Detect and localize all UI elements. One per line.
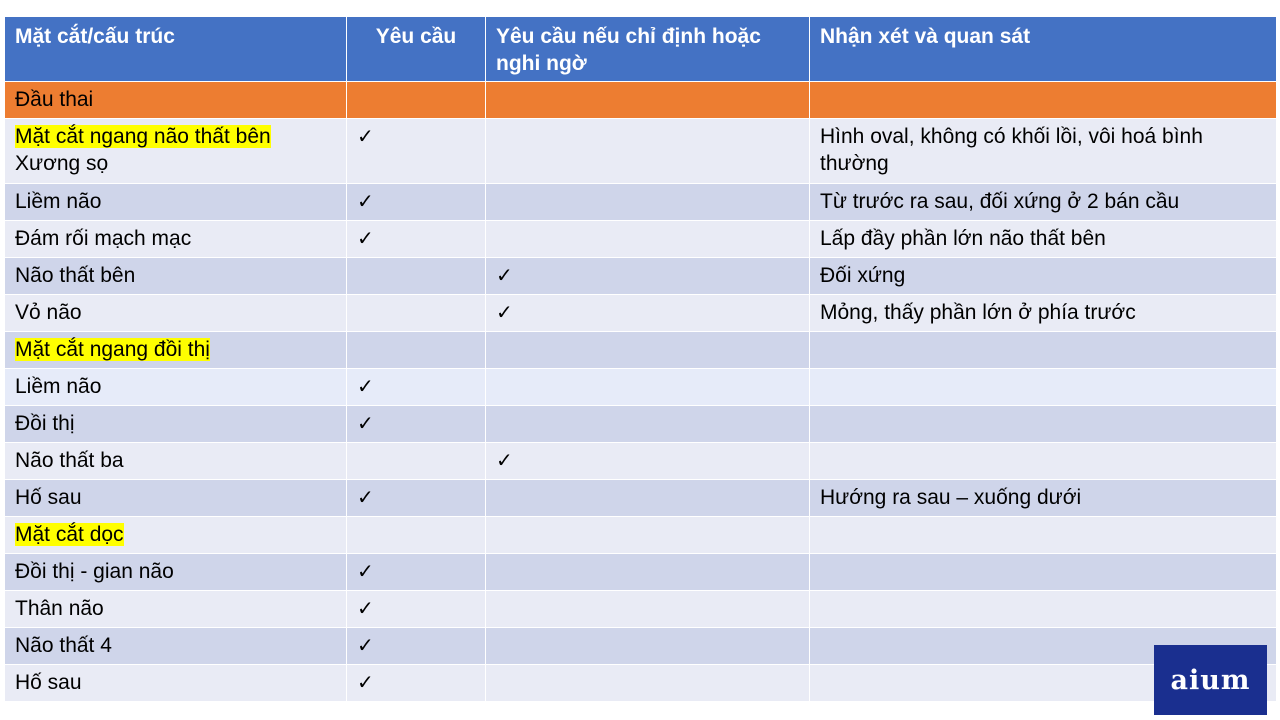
table-row bbox=[5, 221, 1277, 258]
table-header-row bbox=[5, 17, 1277, 82]
required-cell bbox=[347, 221, 486, 258]
table-row bbox=[5, 591, 1277, 628]
conditional-cell bbox=[486, 119, 810, 184]
conditional-cell bbox=[486, 221, 810, 258]
required-cell bbox=[347, 184, 486, 221]
table-row bbox=[5, 295, 1277, 332]
section-row bbox=[5, 82, 1277, 119]
check-mark: ✓ bbox=[496, 448, 513, 472]
note-cell bbox=[810, 554, 1277, 591]
conditional-cell bbox=[486, 628, 810, 665]
conditional-cell bbox=[486, 591, 810, 628]
required-cell bbox=[347, 295, 486, 332]
required-cell bbox=[347, 628, 486, 665]
conditional-cell bbox=[486, 517, 810, 554]
check-mark: ✓ bbox=[357, 596, 374, 620]
structure-cell bbox=[5, 332, 347, 369]
section-cell bbox=[486, 82, 810, 119]
structure-cell: Liềm não bbox=[5, 369, 347, 406]
note-cell: Lấp đầy phần lớn não thất bên bbox=[810, 221, 1277, 258]
table-row bbox=[5, 369, 1277, 406]
structure-cell: Liềm não bbox=[5, 184, 347, 221]
required-cell bbox=[347, 554, 486, 591]
required-cell bbox=[347, 258, 486, 295]
conditional-cell bbox=[486, 443, 810, 480]
structures-table bbox=[4, 16, 1277, 702]
note-cell: Hướng ra sau – xuống dưới bbox=[810, 480, 1277, 517]
structure-cell bbox=[5, 119, 347, 184]
required-cell bbox=[347, 443, 486, 480]
table-row bbox=[5, 480, 1277, 517]
structure-name: Xương sọ bbox=[15, 152, 109, 175]
note-cell: Hình oval, không có khối lồi, vôi hoá bình thường bbox=[810, 119, 1277, 184]
section-cell bbox=[347, 82, 486, 119]
plane-heading: Mặt cắt ngang não thất bên bbox=[15, 125, 271, 148]
note-cell bbox=[810, 406, 1277, 443]
structure-cell: Đồi thị - gian não bbox=[5, 554, 347, 591]
logo-text: aium bbox=[1170, 664, 1251, 696]
plane-heading: Mặt cắt dọc bbox=[15, 523, 124, 546]
check-mark: ✓ bbox=[496, 300, 513, 324]
structure-cell: Vỏ não bbox=[5, 295, 347, 332]
table-row bbox=[5, 332, 1277, 369]
structure-cell bbox=[5, 517, 347, 554]
check-mark: ✓ bbox=[357, 124, 374, 148]
note-cell: Mỏng, thấy phần lớn ở phía trước bbox=[810, 295, 1277, 332]
table-row bbox=[5, 406, 1277, 443]
structure-cell: Não thất 4 bbox=[5, 628, 347, 665]
aium-logo bbox=[1154, 645, 1267, 715]
plane-heading: Mặt cắt ngang đồi thị bbox=[15, 338, 210, 361]
note-cell bbox=[810, 369, 1277, 406]
table-row bbox=[5, 517, 1277, 554]
structure-cell: Não thất ba bbox=[5, 443, 347, 480]
check-mark: ✓ bbox=[357, 670, 374, 694]
table-row bbox=[5, 628, 1277, 665]
required-cell bbox=[347, 119, 486, 184]
note-cell bbox=[810, 332, 1277, 369]
conditional-cell bbox=[486, 295, 810, 332]
required-cell bbox=[347, 480, 486, 517]
note-cell: Từ trước ra sau, đối xứng ở 2 bán cầu bbox=[810, 184, 1277, 221]
note-cell bbox=[810, 443, 1277, 480]
table-row bbox=[5, 554, 1277, 591]
table-row bbox=[5, 119, 1277, 184]
table-row bbox=[5, 665, 1277, 702]
check-mark: ✓ bbox=[357, 189, 374, 213]
conditional-cell bbox=[486, 480, 810, 517]
structure-cell: Đám rối mạch mạc bbox=[5, 221, 347, 258]
conditional-cell bbox=[486, 332, 810, 369]
section-cell bbox=[810, 82, 1277, 119]
header-structure: Mặt cắt/cấu trúc bbox=[5, 17, 347, 82]
required-cell bbox=[347, 665, 486, 702]
structure-cell: Hố sau bbox=[5, 480, 347, 517]
section-title: Đầu thai bbox=[5, 82, 347, 119]
conditional-cell bbox=[486, 406, 810, 443]
check-mark: ✓ bbox=[357, 411, 374, 435]
note-cell: Đối xứng bbox=[810, 258, 1277, 295]
check-mark: ✓ bbox=[357, 226, 374, 250]
required-cell bbox=[347, 517, 486, 554]
check-mark: ✓ bbox=[357, 485, 374, 509]
header-notes: Nhận xét và quan sát bbox=[810, 17, 1277, 82]
check-mark: ✓ bbox=[496, 263, 513, 287]
required-cell bbox=[347, 332, 486, 369]
table-row bbox=[5, 258, 1277, 295]
required-cell bbox=[347, 369, 486, 406]
table-row bbox=[5, 184, 1277, 221]
header-required: Yêu cầu bbox=[347, 17, 486, 82]
required-cell bbox=[347, 591, 486, 628]
conditional-cell bbox=[486, 665, 810, 702]
conditional-cell bbox=[486, 184, 810, 221]
note-cell bbox=[810, 517, 1277, 554]
check-mark: ✓ bbox=[357, 559, 374, 583]
structure-cell: Hố sau bbox=[5, 665, 347, 702]
check-mark: ✓ bbox=[357, 633, 374, 657]
note-cell bbox=[810, 591, 1277, 628]
header-required-if-indicated: Yêu cầu nếu chỉ định hoặc nghi ngờ bbox=[486, 17, 810, 82]
table-row bbox=[5, 443, 1277, 480]
structure-cell: Đồi thị bbox=[5, 406, 347, 443]
check-mark: ✓ bbox=[357, 374, 374, 398]
structure-cell: Thân não bbox=[5, 591, 347, 628]
conditional-cell bbox=[486, 369, 810, 406]
required-cell bbox=[347, 406, 486, 443]
conditional-cell bbox=[486, 258, 810, 295]
conditional-cell bbox=[486, 554, 810, 591]
structure-cell: Não thất bên bbox=[5, 258, 347, 295]
